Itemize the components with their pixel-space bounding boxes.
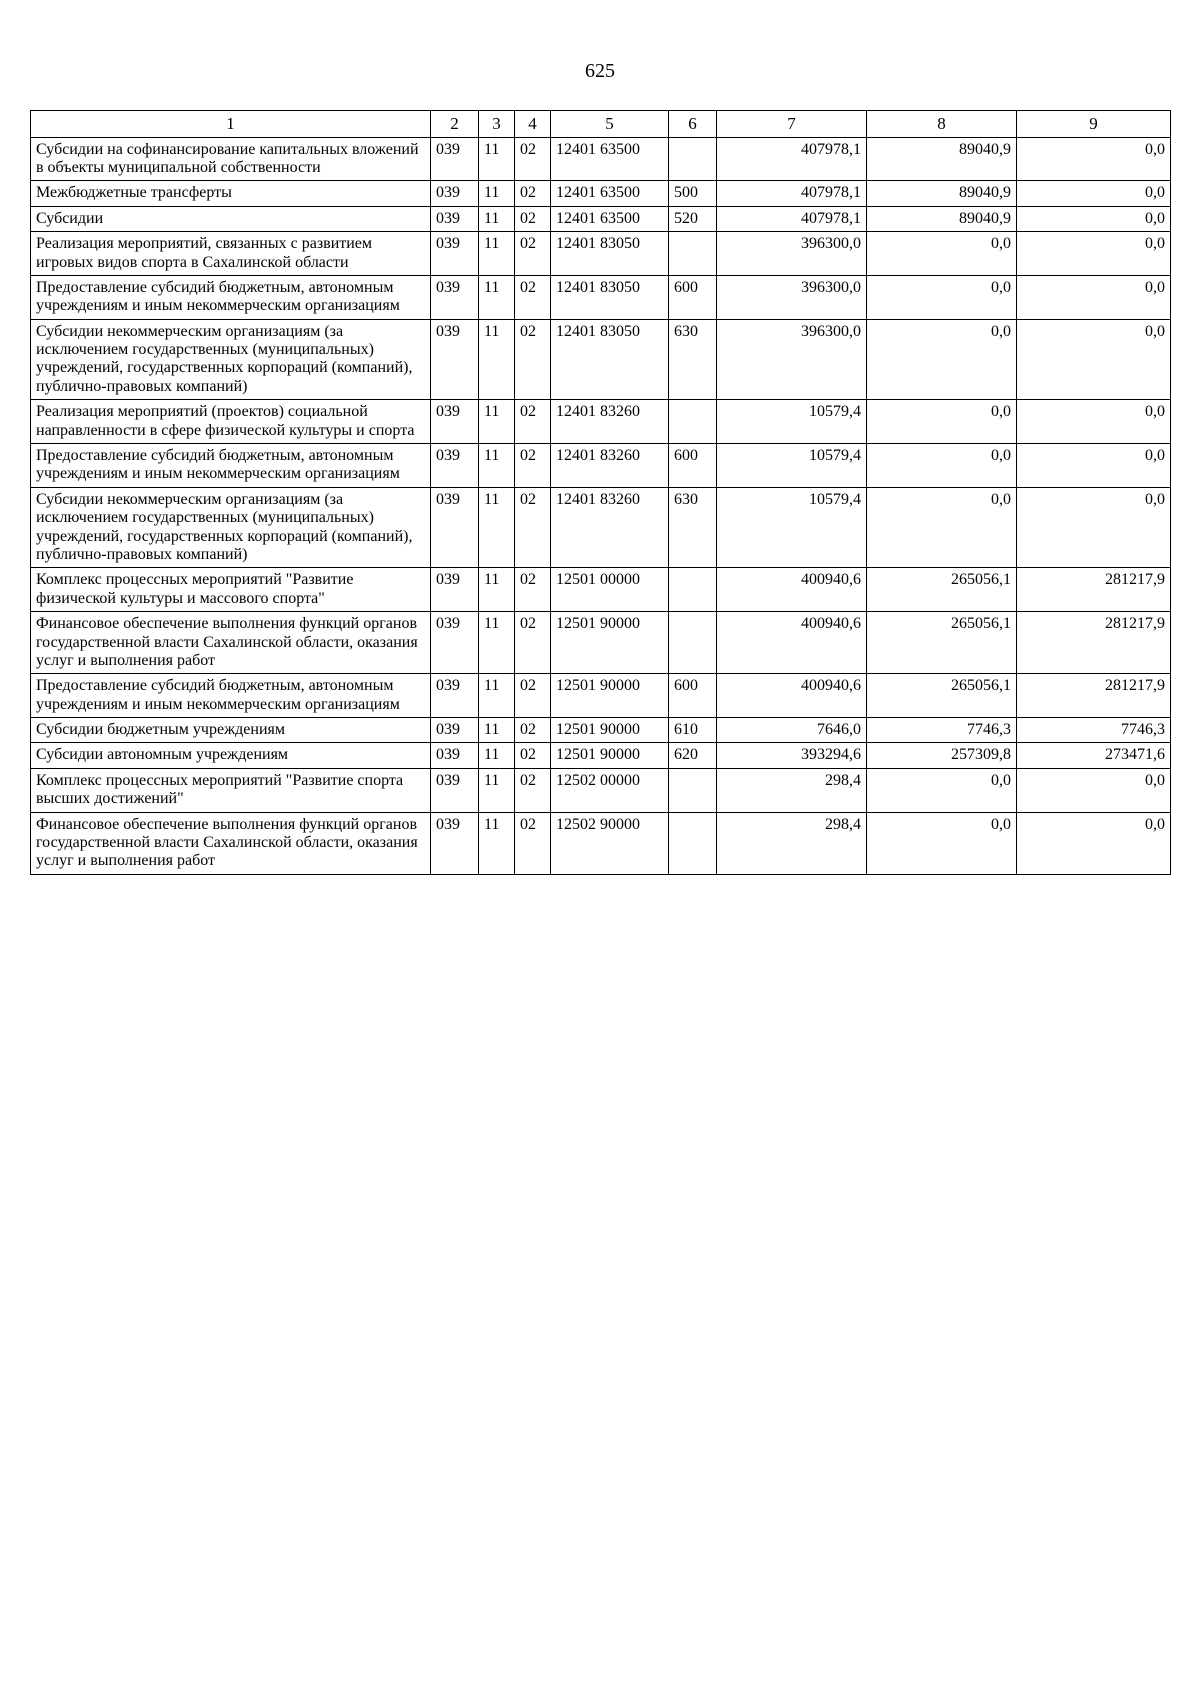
cell-amount-col8: 0,0	[867, 444, 1017, 488]
cell-amount-col9: 0,0	[1017, 812, 1171, 874]
cell-amount-col7: 407978,1	[717, 137, 867, 181]
cell-expense-type: 620	[669, 743, 717, 768]
cell-subsection: 02	[515, 319, 551, 400]
cell-subsection: 02	[515, 444, 551, 488]
table-row	[31, 568, 1171, 612]
cell-section: 11	[479, 487, 515, 568]
table-row	[31, 444, 1171, 488]
table-row	[31, 137, 1171, 181]
cell-section: 11	[479, 674, 515, 718]
cell-ministry-code: 039	[431, 743, 479, 768]
column-header: 7	[717, 111, 867, 138]
cell-expense-type	[669, 768, 717, 812]
cell-ministry-code: 039	[431, 206, 479, 231]
cell-expense-type: 500	[669, 181, 717, 206]
cell-subsection: 02	[515, 400, 551, 444]
cell-amount-col8: 0,0	[867, 232, 1017, 276]
cell-amount-col9: 0,0	[1017, 232, 1171, 276]
row-name: Субсидии некоммерческим организациям (за исключением государственных (муниципальных) учреждений, государственных корпораций (компаний), публично-правовых компаний)	[31, 319, 431, 400]
cell-amount-col8: 0,0	[867, 319, 1017, 400]
cell-section: 11	[479, 812, 515, 874]
cell-section: 11	[479, 181, 515, 206]
cell-subsection: 02	[515, 487, 551, 568]
cell-subsection: 02	[515, 137, 551, 181]
column-header: 9	[1017, 111, 1171, 138]
cell-amount-col9: 0,0	[1017, 137, 1171, 181]
cell-amount-col9: 7746,3	[1017, 718, 1171, 743]
table-row	[31, 718, 1171, 743]
header-row	[31, 111, 1171, 138]
cell-section: 11	[479, 768, 515, 812]
cell-subsection: 02	[515, 568, 551, 612]
cell-amount-col8: 89040,9	[867, 137, 1017, 181]
cell-amount-col9: 0,0	[1017, 206, 1171, 231]
table-row	[31, 487, 1171, 568]
cell-ministry-code: 039	[431, 400, 479, 444]
cell-ministry-code: 039	[431, 568, 479, 612]
cell-target-article: 12501 90000	[551, 718, 669, 743]
cell-amount-col7: 400940,6	[717, 568, 867, 612]
cell-target-article: 12401 83260	[551, 487, 669, 568]
row-name: Субсидии некоммерческим организациям (за исключением государственных (муниципальных) учреждений, государственных корпораций (компаний), публично-правовых компаний)	[31, 487, 431, 568]
cell-target-article: 12401 83260	[551, 444, 669, 488]
cell-amount-col8: 265056,1	[867, 568, 1017, 612]
cell-expense-type: 600	[669, 275, 717, 319]
cell-section: 11	[479, 232, 515, 276]
cell-section: 11	[479, 612, 515, 674]
row-name: Субсидии бюджетным учреждениям	[31, 718, 431, 743]
cell-subsection: 02	[515, 181, 551, 206]
cell-ministry-code: 039	[431, 812, 479, 874]
cell-subsection: 02	[515, 812, 551, 874]
column-header: 5	[551, 111, 669, 138]
cell-amount-col7: 400940,6	[717, 674, 867, 718]
cell-expense-type	[669, 137, 717, 181]
cell-target-article: 12502 00000	[551, 768, 669, 812]
cell-amount-col8: 89040,9	[867, 206, 1017, 231]
cell-expense-type	[669, 812, 717, 874]
page-number: 625	[585, 60, 615, 82]
row-name: Межбюджетные трансферты	[31, 181, 431, 206]
cell-section: 11	[479, 137, 515, 181]
cell-subsection: 02	[515, 674, 551, 718]
cell-section: 11	[479, 718, 515, 743]
cell-section: 11	[479, 568, 515, 612]
table-row	[31, 275, 1171, 319]
cell-amount-col7: 393294,6	[717, 743, 867, 768]
cell-expense-type: 630	[669, 487, 717, 568]
row-name: Комплекс процессных мероприятий "Развитие спорта высших достижений"	[31, 768, 431, 812]
row-name: Комплекс процессных мероприятий "Развитие физической культуры и массового спорта"	[31, 568, 431, 612]
cell-section: 11	[479, 400, 515, 444]
cell-amount-col7: 407978,1	[717, 206, 867, 231]
cell-target-article: 12501 90000	[551, 743, 669, 768]
cell-ministry-code: 039	[431, 181, 479, 206]
row-name: Субсидии	[31, 206, 431, 231]
cell-expense-type: 610	[669, 718, 717, 743]
cell-section: 11	[479, 206, 515, 231]
cell-subsection: 02	[515, 206, 551, 231]
cell-amount-col7: 407978,1	[717, 181, 867, 206]
cell-ministry-code: 039	[431, 444, 479, 488]
cell-subsection: 02	[515, 275, 551, 319]
cell-subsection: 02	[515, 718, 551, 743]
cell-target-article: 12401 83050	[551, 232, 669, 276]
cell-ministry-code: 039	[431, 232, 479, 276]
cell-amount-col8: 0,0	[867, 768, 1017, 812]
cell-target-article: 12401 63500	[551, 206, 669, 231]
row-name: Предоставление субсидий бюджетным, автономным учреждениям и иным некоммерческим организациям	[31, 444, 431, 488]
row-name: Субсидии автономным учреждениям	[31, 743, 431, 768]
table-header	[31, 111, 1171, 138]
cell-section: 11	[479, 319, 515, 400]
cell-amount-col8: 7746,3	[867, 718, 1017, 743]
cell-ministry-code: 039	[431, 768, 479, 812]
cell-amount-col7: 396300,0	[717, 232, 867, 276]
cell-amount-col7: 10579,4	[717, 487, 867, 568]
cell-target-article: 12501 00000	[551, 568, 669, 612]
cell-subsection: 02	[515, 232, 551, 276]
cell-section: 11	[479, 275, 515, 319]
table-row	[31, 768, 1171, 812]
cell-amount-col9: 273471,6	[1017, 743, 1171, 768]
cell-ministry-code: 039	[431, 319, 479, 400]
cell-ministry-code: 039	[431, 674, 479, 718]
cell-target-article: 12501 90000	[551, 612, 669, 674]
cell-amount-col9: 0,0	[1017, 444, 1171, 488]
cell-target-article: 12401 83050	[551, 275, 669, 319]
table-body	[31, 137, 1171, 874]
column-header: 8	[867, 111, 1017, 138]
cell-amount-col8: 0,0	[867, 400, 1017, 444]
cell-amount-col9: 281217,9	[1017, 612, 1171, 674]
cell-section: 11	[479, 743, 515, 768]
cell-ministry-code: 039	[431, 487, 479, 568]
table-row	[31, 674, 1171, 718]
row-name: Предоставление субсидий бюджетным, автономным учреждениям и иным некоммерческим организациям	[31, 275, 431, 319]
cell-amount-col9: 0,0	[1017, 181, 1171, 206]
cell-amount-col7: 298,4	[717, 812, 867, 874]
cell-amount-col9: 0,0	[1017, 400, 1171, 444]
table-row	[31, 319, 1171, 400]
budget-table	[30, 110, 1171, 875]
cell-amount-col8: 0,0	[867, 275, 1017, 319]
cell-amount-col9: 281217,9	[1017, 568, 1171, 612]
cell-subsection: 02	[515, 612, 551, 674]
cell-amount-col7: 7646,0	[717, 718, 867, 743]
cell-expense-type	[669, 400, 717, 444]
cell-amount-col9: 0,0	[1017, 487, 1171, 568]
row-name: Субсидии на софинансирование капитальных вложений в объекты муниципальной собственности	[31, 137, 431, 181]
cell-target-article: 12401 83050	[551, 319, 669, 400]
cell-amount-col8: 257309,8	[867, 743, 1017, 768]
row-name: Реализация мероприятий (проектов) социальной направленности в сфере физической культуры и спорта	[31, 400, 431, 444]
cell-expense-type: 600	[669, 444, 717, 488]
cell-target-article: 12401 83260	[551, 400, 669, 444]
table-row	[31, 812, 1171, 874]
row-name: Реализация мероприятий, связанных с развитием игровых видов спорта в Сахалинской области	[31, 232, 431, 276]
cell-ministry-code: 039	[431, 137, 479, 181]
cell-ministry-code: 039	[431, 612, 479, 674]
cell-amount-col7: 10579,4	[717, 444, 867, 488]
cell-amount-col8: 89040,9	[867, 181, 1017, 206]
table-row	[31, 206, 1171, 231]
row-name: Предоставление субсидий бюджетным, автономным учреждениям и иным некоммерческим организациям	[31, 674, 431, 718]
cell-target-article: 12401 63500	[551, 181, 669, 206]
cell-amount-col7: 396300,0	[717, 319, 867, 400]
cell-expense-type	[669, 612, 717, 674]
cell-amount-col7: 298,4	[717, 768, 867, 812]
cell-expense-type	[669, 568, 717, 612]
column-header: 6	[669, 111, 717, 138]
column-header: 1	[31, 111, 431, 138]
cell-amount-col8: 265056,1	[867, 674, 1017, 718]
cell-amount-col7: 400940,6	[717, 612, 867, 674]
cell-target-article: 12501 90000	[551, 674, 669, 718]
cell-ministry-code: 039	[431, 718, 479, 743]
row-name: Финансовое обеспечение выполнения функций органов государственной власти Сахалинской области, оказания услуг и выполнения работ	[31, 812, 431, 874]
cell-ministry-code: 039	[431, 275, 479, 319]
cell-subsection: 02	[515, 768, 551, 812]
column-header: 3	[479, 111, 515, 138]
cell-subsection: 02	[515, 743, 551, 768]
table-row	[31, 743, 1171, 768]
cell-amount-col9: 0,0	[1017, 319, 1171, 400]
table-row	[31, 181, 1171, 206]
cell-section: 11	[479, 444, 515, 488]
row-name: Финансовое обеспечение выполнения функций органов государственной власти Сахалинской области, оказания услуг и выполнения работ	[31, 612, 431, 674]
cell-amount-col9: 0,0	[1017, 768, 1171, 812]
cell-amount-col9: 0,0	[1017, 275, 1171, 319]
column-header: 2	[431, 111, 479, 138]
cell-expense-type: 520	[669, 206, 717, 231]
cell-amount-col7: 10579,4	[717, 400, 867, 444]
cell-target-article: 12502 90000	[551, 812, 669, 874]
cell-expense-type: 630	[669, 319, 717, 400]
cell-amount-col7: 396300,0	[717, 275, 867, 319]
table-row	[31, 400, 1171, 444]
cell-expense-type: 600	[669, 674, 717, 718]
cell-amount-col8: 265056,1	[867, 612, 1017, 674]
cell-target-article: 12401 63500	[551, 137, 669, 181]
cell-amount-col8: 0,0	[867, 487, 1017, 568]
table-row	[31, 232, 1171, 276]
cell-amount-col8: 0,0	[867, 812, 1017, 874]
cell-amount-col9: 281217,9	[1017, 674, 1171, 718]
table-row	[31, 612, 1171, 674]
cell-expense-type	[669, 232, 717, 276]
column-header: 4	[515, 111, 551, 138]
